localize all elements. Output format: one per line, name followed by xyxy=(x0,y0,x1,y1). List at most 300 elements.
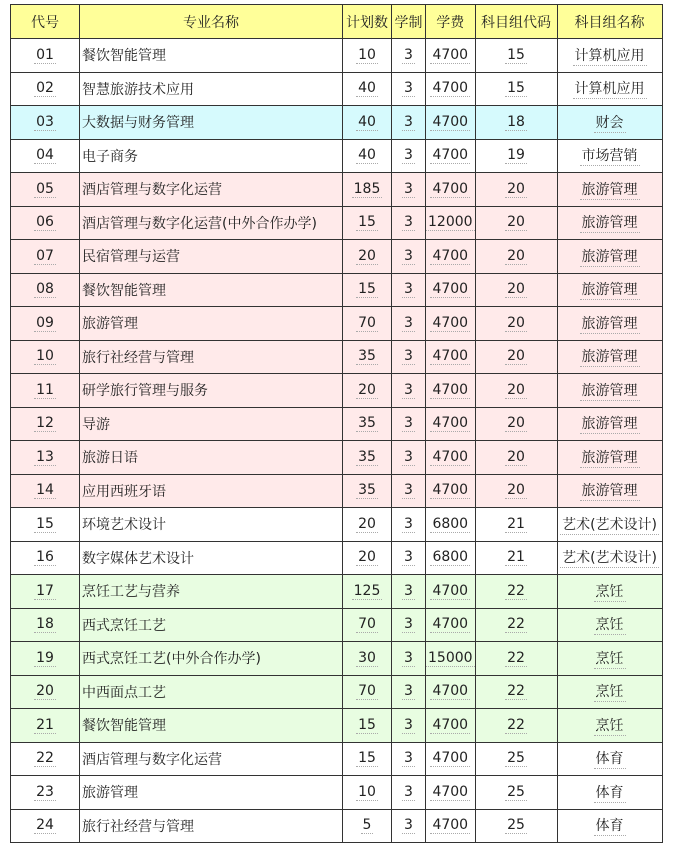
group-code-cell xyxy=(475,39,557,73)
code-cell-text: 15 xyxy=(36,515,54,532)
duration-cell xyxy=(392,541,426,575)
plan-count-cell-text: 125 xyxy=(353,582,381,599)
header-group-name: 科目组名称 xyxy=(557,5,662,39)
group-name-cell xyxy=(557,273,662,307)
duration-cell xyxy=(392,575,426,609)
duration-cell-text: 3 xyxy=(404,46,413,63)
code-cell-text: 18 xyxy=(36,616,54,633)
group-name-cell xyxy=(557,240,662,274)
code-cell xyxy=(11,776,80,810)
plan-count-cell xyxy=(343,173,392,207)
plan-count-cell-text: 20 xyxy=(358,549,376,566)
major-name-cell-text: 旅游日语 xyxy=(82,450,138,467)
major-name-cell-text: 大数据与财务管理 xyxy=(82,115,194,132)
duration-cell-text: 3 xyxy=(404,80,413,97)
group-name-cell-text: 体育 xyxy=(594,748,626,769)
duration-cell-text: 3 xyxy=(404,113,413,130)
group-code-cell xyxy=(475,575,557,609)
code-cell xyxy=(11,575,80,609)
table-row xyxy=(11,575,663,609)
code-cell-text: 20 xyxy=(36,683,54,700)
group-name-cell xyxy=(557,809,662,843)
group-name-cell xyxy=(557,441,662,475)
tuition-cell-text: 15000 xyxy=(428,649,473,666)
admissions-table-container xyxy=(10,4,663,843)
header-code: 代号 xyxy=(11,5,80,39)
major-name-cell-text: 应用西班牙语 xyxy=(82,483,166,500)
major-name-cell xyxy=(80,39,343,73)
major-name-cell-text: 酒店管理与数字化运营 xyxy=(82,182,222,199)
duration-cell xyxy=(392,340,426,374)
code-cell-text: 23 xyxy=(36,783,54,800)
plan-count-cell xyxy=(343,575,392,609)
table-row xyxy=(11,39,663,73)
duration-cell-text: 3 xyxy=(404,381,413,398)
group-code-cell xyxy=(475,106,557,140)
group-name-cell-text: 烹饪 xyxy=(594,614,626,635)
group-code-cell xyxy=(475,541,557,575)
duration-cell-text: 3 xyxy=(404,147,413,164)
table-row xyxy=(11,742,663,776)
duration-cell-text: 3 xyxy=(404,582,413,599)
tuition-cell-text: 4700 xyxy=(432,147,469,164)
plan-count-cell-text: 15 xyxy=(358,716,376,733)
tuition-cell xyxy=(426,240,476,274)
tuition-cell xyxy=(426,307,476,341)
group-name-cell xyxy=(557,407,662,441)
plan-count-cell xyxy=(343,106,392,140)
major-name-cell xyxy=(80,776,343,810)
major-name-cell xyxy=(80,709,343,743)
duration-cell xyxy=(392,608,426,642)
group-code-cell xyxy=(475,608,557,642)
plan-count-cell-text: 35 xyxy=(358,348,376,365)
plan-count-cell xyxy=(343,474,392,508)
table-row xyxy=(11,307,663,341)
duration-cell xyxy=(392,139,426,173)
code-cell xyxy=(11,173,80,207)
group-name-cell-text: 旅游管理 xyxy=(580,346,640,367)
major-name-cell xyxy=(80,307,343,341)
group-name-cell-text: 体育 xyxy=(594,782,626,803)
group-name-cell xyxy=(557,374,662,408)
major-name-cell-text: 旅游管理 xyxy=(82,316,138,333)
table-row xyxy=(11,675,663,709)
group-name-cell xyxy=(557,575,662,609)
duration-cell-text: 3 xyxy=(404,415,413,432)
plan-count-cell-text: 15 xyxy=(358,214,376,231)
group-name-cell xyxy=(557,72,662,106)
major-name-cell-text: 民宿管理与运营 xyxy=(82,249,180,266)
group-code-cell-text: 22 xyxy=(507,649,525,666)
group-name-cell xyxy=(557,39,662,73)
group-name-cell-text: 旅游管理 xyxy=(580,212,640,233)
major-name-cell-text: 酒店管理与数字化运营 xyxy=(82,751,222,768)
major-name-cell-text: 研学旅行管理与服务 xyxy=(82,383,208,400)
major-name-cell-text: 烹饪工艺与营养 xyxy=(82,584,180,601)
group-code-cell-text: 25 xyxy=(507,783,525,800)
plan-count-cell-text: 35 xyxy=(358,448,376,465)
table-row xyxy=(11,407,663,441)
table-row xyxy=(11,374,663,408)
code-cell-text: 22 xyxy=(36,750,54,767)
code-cell-text: 19 xyxy=(36,649,54,666)
duration-cell xyxy=(392,709,426,743)
major-name-cell xyxy=(80,106,343,140)
header-group-code: 科目组代码 xyxy=(475,5,557,39)
plan-count-cell xyxy=(343,39,392,73)
group-code-cell xyxy=(475,508,557,542)
plan-count-cell-text: 15 xyxy=(358,750,376,767)
group-code-cell xyxy=(475,709,557,743)
code-cell xyxy=(11,675,80,709)
duration-cell xyxy=(392,407,426,441)
duration-cell xyxy=(392,776,426,810)
tuition-cell-text: 4700 xyxy=(432,817,469,834)
plan-count-cell xyxy=(343,642,392,676)
group-code-cell-text: 20 xyxy=(507,381,525,398)
major-name-cell-text: 环境艺术设计 xyxy=(82,517,166,534)
group-name-cell-text: 艺术(艺术设计) xyxy=(560,547,659,568)
group-name-cell-text: 计算机应用 xyxy=(573,78,647,99)
tuition-cell-text: 4700 xyxy=(432,616,469,633)
group-code-cell-text: 15 xyxy=(507,46,525,63)
duration-cell xyxy=(392,173,426,207)
plan-count-cell xyxy=(343,307,392,341)
duration-cell xyxy=(392,106,426,140)
major-name-cell xyxy=(80,575,343,609)
major-name-cell xyxy=(80,642,343,676)
group-code-cell-text: 20 xyxy=(507,247,525,264)
tuition-cell-text: 4700 xyxy=(432,348,469,365)
plan-count-cell-text: 35 xyxy=(358,482,376,499)
group-code-cell xyxy=(475,240,557,274)
major-name-cell xyxy=(80,742,343,776)
major-name-cell xyxy=(80,407,343,441)
plan-count-cell-text: 40 xyxy=(358,147,376,164)
plan-count-cell xyxy=(343,441,392,475)
group-name-cell-text: 旅游管理 xyxy=(580,413,640,434)
table-row xyxy=(11,809,663,843)
plan-count-cell-text: 70 xyxy=(358,683,376,700)
tuition-cell-text: 4700 xyxy=(432,783,469,800)
code-cell xyxy=(11,809,80,843)
major-name-cell xyxy=(80,72,343,106)
tuition-cell xyxy=(426,541,476,575)
plan-count-cell xyxy=(343,340,392,374)
duration-cell xyxy=(392,642,426,676)
code-cell-text: 02 xyxy=(36,80,54,97)
group-code-cell xyxy=(475,273,557,307)
tuition-cell-text: 12000 xyxy=(428,214,473,231)
major-name-cell xyxy=(80,675,343,709)
table-row xyxy=(11,776,663,810)
table-row xyxy=(11,340,663,374)
group-name-cell xyxy=(557,206,662,240)
code-cell-text: 03 xyxy=(36,113,54,130)
plan-count-cell xyxy=(343,139,392,173)
major-name-cell xyxy=(80,173,343,207)
group-name-cell xyxy=(557,173,662,207)
group-name-cell-text: 旅游管理 xyxy=(580,179,640,200)
group-name-cell-text: 烹饪 xyxy=(594,648,626,669)
plan-count-cell-text: 70 xyxy=(358,616,376,633)
major-name-cell-text: 西式烹饪工艺 xyxy=(82,617,166,634)
group-code-cell-text: 21 xyxy=(507,515,525,532)
tuition-cell xyxy=(426,374,476,408)
plan-count-cell-text: 20 xyxy=(358,515,376,532)
tuition-cell xyxy=(426,72,476,106)
tuition-cell-text: 4700 xyxy=(432,247,469,264)
group-name-cell xyxy=(557,642,662,676)
duration-cell-text: 3 xyxy=(404,448,413,465)
group-code-cell xyxy=(475,742,557,776)
code-cell-text: 05 xyxy=(36,180,54,197)
group-name-cell-text: 旅游管理 xyxy=(580,380,640,401)
tuition-cell xyxy=(426,441,476,475)
duration-cell-text: 3 xyxy=(404,214,413,231)
group-code-cell-text: 20 xyxy=(507,448,525,465)
tuition-cell-text: 4700 xyxy=(432,448,469,465)
duration-cell-text: 3 xyxy=(404,515,413,532)
code-cell xyxy=(11,407,80,441)
tuition-cell xyxy=(426,709,476,743)
group-name-cell-text: 旅游管理 xyxy=(580,447,640,468)
tuition-cell-text: 4700 xyxy=(432,80,469,97)
tuition-cell xyxy=(426,474,476,508)
tuition-cell-text: 4700 xyxy=(432,180,469,197)
duration-cell-text: 3 xyxy=(404,683,413,700)
code-cell xyxy=(11,39,80,73)
code-cell-text: 24 xyxy=(36,817,54,834)
group-name-cell-text: 旅游管理 xyxy=(580,246,640,267)
header-tuition: 学费 xyxy=(426,5,476,39)
group-name-cell xyxy=(557,541,662,575)
plan-count-cell-text: 40 xyxy=(358,80,376,97)
major-name-cell-text: 数字媒体艺术设计 xyxy=(82,550,194,567)
plan-count-cell-text: 70 xyxy=(358,314,376,331)
group-code-cell xyxy=(475,139,557,173)
group-code-cell-text: 18 xyxy=(507,113,525,130)
duration-cell xyxy=(392,441,426,475)
group-code-cell-text: 22 xyxy=(507,716,525,733)
group-name-cell xyxy=(557,508,662,542)
duration-cell xyxy=(392,508,426,542)
major-name-cell xyxy=(80,139,343,173)
group-name-cell xyxy=(557,307,662,341)
code-cell-text: 14 xyxy=(36,482,54,499)
tuition-cell xyxy=(426,508,476,542)
tuition-cell-text: 4700 xyxy=(432,683,469,700)
tuition-cell xyxy=(426,273,476,307)
major-name-cell xyxy=(80,508,343,542)
code-cell xyxy=(11,273,80,307)
plan-count-cell xyxy=(343,541,392,575)
plan-count-cell xyxy=(343,273,392,307)
duration-cell xyxy=(392,39,426,73)
code-cell xyxy=(11,541,80,575)
duration-cell xyxy=(392,307,426,341)
code-cell-text: 09 xyxy=(36,314,54,331)
tuition-cell-text: 4700 xyxy=(432,381,469,398)
group-code-cell xyxy=(475,307,557,341)
duration-cell-text: 3 xyxy=(404,281,413,298)
tuition-cell xyxy=(426,173,476,207)
tuition-cell-text: 6800 xyxy=(432,549,469,566)
code-cell-text: 06 xyxy=(36,214,54,231)
table-body xyxy=(11,39,663,843)
group-code-cell-text: 20 xyxy=(507,415,525,432)
tuition-cell xyxy=(426,206,476,240)
table-row xyxy=(11,273,663,307)
group-code-cell xyxy=(475,776,557,810)
group-name-cell-text: 烹饪 xyxy=(594,715,626,736)
major-name-cell xyxy=(80,374,343,408)
major-name-cell-text: 智慧旅游技术应用 xyxy=(82,81,194,98)
group-name-cell xyxy=(557,340,662,374)
duration-cell-text: 3 xyxy=(404,482,413,499)
plan-count-cell xyxy=(343,374,392,408)
group-name-cell-text: 烹饪 xyxy=(594,681,626,702)
code-cell-text: 13 xyxy=(36,448,54,465)
table-row xyxy=(11,441,663,475)
group-name-cell-text: 财会 xyxy=(594,112,626,133)
group-code-cell-text: 25 xyxy=(507,817,525,834)
group-code-cell-text: 20 xyxy=(507,314,525,331)
tuition-cell-text: 4700 xyxy=(432,582,469,599)
group-name-cell xyxy=(557,474,662,508)
code-cell xyxy=(11,106,80,140)
tuition-cell xyxy=(426,675,476,709)
duration-cell-text: 3 xyxy=(404,716,413,733)
duration-cell xyxy=(392,675,426,709)
tuition-cell-text: 4700 xyxy=(432,750,469,767)
group-code-cell-text: 20 xyxy=(507,348,525,365)
code-cell-text: 10 xyxy=(36,348,54,365)
table-row xyxy=(11,642,663,676)
duration-cell xyxy=(392,273,426,307)
table-row xyxy=(11,72,663,106)
table-row xyxy=(11,608,663,642)
plan-count-cell-text: 30 xyxy=(358,649,376,666)
tuition-cell xyxy=(426,106,476,140)
plan-count-cell xyxy=(343,742,392,776)
major-name-cell xyxy=(80,608,343,642)
duration-cell xyxy=(392,374,426,408)
table-row xyxy=(11,541,663,575)
group-code-cell-text: 22 xyxy=(507,582,525,599)
code-cell-text: 17 xyxy=(36,582,54,599)
group-code-cell-text: 19 xyxy=(507,147,525,164)
code-cell xyxy=(11,642,80,676)
code-cell xyxy=(11,206,80,240)
group-code-cell xyxy=(475,675,557,709)
plan-count-cell-text: 40 xyxy=(358,113,376,130)
code-cell xyxy=(11,307,80,341)
tuition-cell xyxy=(426,742,476,776)
major-name-cell-text: 旅行社经营与管理 xyxy=(82,818,194,835)
code-cell-text: 16 xyxy=(36,549,54,566)
major-name-cell-text: 导游 xyxy=(82,416,110,433)
tuition-cell-text: 4700 xyxy=(432,281,469,298)
tuition-cell xyxy=(426,575,476,609)
duration-cell-text: 3 xyxy=(404,348,413,365)
code-cell-text: 01 xyxy=(36,46,54,63)
major-name-cell-text: 餐饮智能管理 xyxy=(82,718,166,735)
tuition-cell-text: 4700 xyxy=(432,415,469,432)
plan-count-cell xyxy=(343,809,392,843)
tuition-cell-text: 4700 xyxy=(432,46,469,63)
plan-count-cell xyxy=(343,675,392,709)
code-cell-text: 04 xyxy=(36,147,54,164)
group-code-cell-text: 25 xyxy=(507,750,525,767)
major-name-cell xyxy=(80,206,343,240)
duration-cell xyxy=(392,742,426,776)
duration-cell xyxy=(392,72,426,106)
duration-cell xyxy=(392,206,426,240)
code-cell xyxy=(11,139,80,173)
table-row xyxy=(11,240,663,274)
plan-count-cell xyxy=(343,206,392,240)
group-name-cell-text: 艺术(艺术设计) xyxy=(560,514,659,535)
group-code-cell xyxy=(475,407,557,441)
duration-cell-text: 3 xyxy=(404,314,413,331)
major-name-cell-text: 中西面点工艺 xyxy=(82,684,166,701)
tuition-cell xyxy=(426,407,476,441)
group-code-cell-text: 15 xyxy=(507,80,525,97)
duration-cell xyxy=(392,809,426,843)
duration-cell-text: 3 xyxy=(404,783,413,800)
group-name-cell xyxy=(557,709,662,743)
major-name-cell xyxy=(80,441,343,475)
tuition-cell-text: 4700 xyxy=(432,113,469,130)
duration-cell-text: 3 xyxy=(404,649,413,666)
plan-count-cell xyxy=(343,608,392,642)
header-plan-count: 计划数 xyxy=(343,5,392,39)
duration-cell-text: 3 xyxy=(404,750,413,767)
group-code-cell-text: 20 xyxy=(507,482,525,499)
group-code-cell xyxy=(475,642,557,676)
code-cell xyxy=(11,72,80,106)
group-code-cell xyxy=(475,374,557,408)
group-name-cell xyxy=(557,106,662,140)
duration-cell-text: 3 xyxy=(404,247,413,264)
duration-cell-text: 3 xyxy=(404,549,413,566)
plan-count-cell xyxy=(343,240,392,274)
code-cell xyxy=(11,374,80,408)
tuition-cell xyxy=(426,608,476,642)
group-name-cell-text: 旅游管理 xyxy=(580,480,640,501)
group-name-cell xyxy=(557,139,662,173)
plan-count-cell-text: 10 xyxy=(358,783,376,800)
group-name-cell-text: 烹饪 xyxy=(594,581,626,602)
major-name-cell-text: 酒店管理与数字化运营(中外合作办学) xyxy=(82,215,317,232)
code-cell-text: 21 xyxy=(36,716,54,733)
tuition-cell-text: 4700 xyxy=(432,314,469,331)
tuition-cell xyxy=(426,642,476,676)
tuition-cell xyxy=(426,776,476,810)
table-row xyxy=(11,474,663,508)
table-row xyxy=(11,508,663,542)
group-code-cell xyxy=(475,474,557,508)
code-cell-text: 11 xyxy=(36,381,54,398)
group-code-cell-text: 22 xyxy=(507,683,525,700)
code-cell xyxy=(11,709,80,743)
header-duration: 学制 xyxy=(392,5,426,39)
tuition-cell-text: 6800 xyxy=(432,515,469,532)
tuition-cell xyxy=(426,809,476,843)
group-code-cell-text: 20 xyxy=(507,281,525,298)
